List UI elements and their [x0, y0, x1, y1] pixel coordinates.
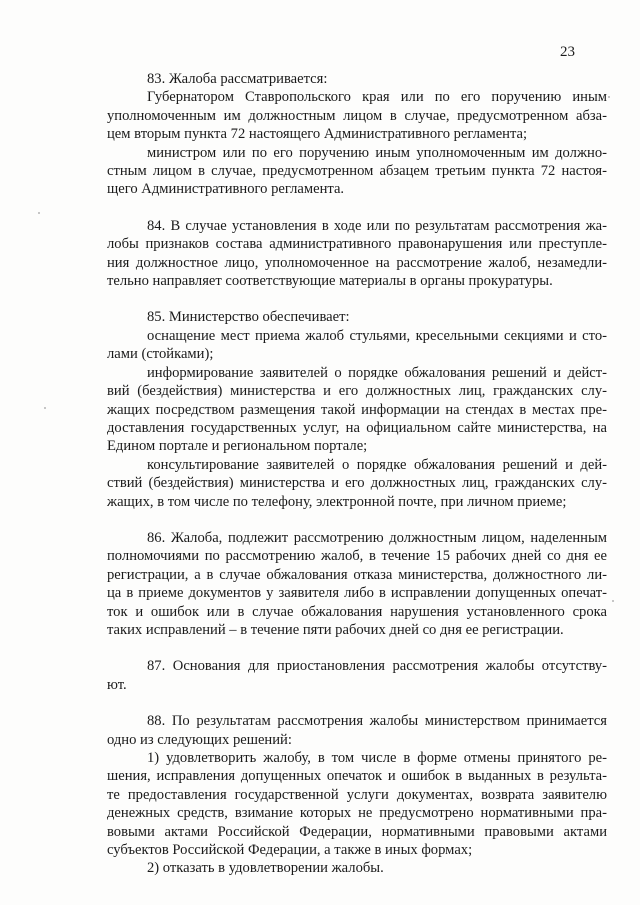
text-line: ток и ошибок или в случае обжалования нарушения установленного срока — [107, 603, 607, 620]
text-line: Едином портале и региональном портале; — [107, 438, 368, 455]
paragraph — [107, 88, 607, 143]
text-line: денежных средств, взимание которых не предусмотрено нормативными пра- — [107, 805, 607, 822]
text-line: одно из следующих решений: — [107, 731, 292, 748]
paragraph-gap — [107, 694, 607, 712]
text-line: 2) отказать в удовлетворении жалобы. — [147, 860, 384, 877]
text-line: тельно направляет соответствующие материалы в органы прокуратуры. — [107, 273, 553, 290]
paragraph — [107, 712, 607, 749]
scan-speck — [612, 600, 614, 602]
scan-speck — [608, 96, 610, 98]
text-line: 1) удовлетворить жалобу, в том числе в форме отмены принятого ре- — [147, 750, 607, 766]
scan-speck — [38, 212, 40, 214]
text-line: полномочиями по рассмотрению жалоб, в течение 15 рабочих дней со дня ее — [107, 548, 607, 565]
text-line: 84. В случае установления в ходе или по результатам рассмотрения жа- — [147, 217, 607, 234]
text-line: 88. По результатам рассмотрения жалобы министерством принимается — [147, 713, 607, 730]
text-line: ния должностное лицо, уполномоченное на рассмотрение жалоб, незамедли- — [107, 254, 607, 271]
text-line: уполномоченным им должностным лицом в случае, предусмотренном абза- — [107, 107, 607, 124]
paragraph — [107, 327, 607, 364]
text-line: консультирование заявителей о порядке обжалования решений и дей- — [147, 456, 607, 473]
text-line: 87. Основания для приостановления рассмотрения жалобы отсутству- — [147, 658, 607, 675]
paragraph — [107, 529, 607, 639]
paragraph — [107, 217, 607, 291]
text-line: 86. Жалоба, подлежит рассмотрению должностным лицом, наделенным — [147, 529, 607, 546]
paragraph-gap — [107, 199, 607, 217]
text-line: министром или по его поручению иным уполномоченным им должно- — [147, 144, 607, 161]
text-line: те предоставления государственной услуги документах, возврата заявителю — [107, 786, 607, 803]
scan-speck — [44, 407, 46, 409]
paragraph-gap — [107, 511, 607, 529]
text-line: жащих, в том числе по телефону, электронной почте, при личном приеме; — [107, 493, 567, 510]
paragraph — [107, 70, 607, 88]
text-line: 85. Министерство обеспечивает: — [147, 309, 350, 326]
text-line: шения, исправления допущенных опечаток и ошибок в выданных в результа- — [107, 768, 607, 785]
paragraph — [107, 364, 607, 456]
text-line: 83. Жалоба рассматривается: — [147, 71, 328, 87]
paragraph-gap — [107, 639, 607, 657]
paragraph — [107, 859, 607, 877]
text-line: вовыми актами Российской Федерации, нормативными правовыми актами — [107, 823, 607, 840]
document-body — [107, 70, 607, 878]
text-line: доставления государственных услуг, на официальном сайте министерства, на — [107, 419, 607, 436]
text-line: лами (стойками); — [107, 346, 214, 363]
text-line: ют. — [107, 676, 127, 693]
paragraph — [107, 749, 607, 859]
text-line: таких исправлений – в течение пяти рабочих дней со дня ее регистрации. — [107, 621, 564, 638]
paragraph — [107, 308, 607, 326]
text-line: жащих посредством размещения такой информации на стендах в местах пре- — [107, 401, 607, 418]
paragraph — [107, 144, 607, 199]
text-line: субъектов Российской Федерации, а также в иных формах; — [107, 842, 473, 859]
text-line: информирование заявителей о порядке обжалования решений и дейст- — [147, 364, 607, 381]
paragraph — [107, 657, 607, 694]
text-line: цем вторым пункта 72 настоящего Административного регламента; — [107, 126, 528, 143]
text-line: вий (бездействия) министерства и его должностных лиц, гражданских слу- — [107, 383, 607, 400]
text-line: щего Административного регламента. — [107, 181, 345, 198]
text-line: лобы признаков состава административного правонарушения или преступле- — [107, 236, 607, 253]
page-number: 23 — [560, 44, 575, 60]
text-line: стным лицом в случае, предусмотренном абзацем третьим пункта 72 настоя- — [107, 163, 607, 180]
paragraph-gap — [107, 290, 607, 308]
text-line: ца в приеме документов у заявителя либо в исправлении допущенных опечат- — [107, 585, 607, 602]
text-line: ствий (бездействия) министерства и его должностных лиц, гражданских слу- — [107, 475, 607, 492]
text-line: Губернатором Ставропольского края или по его поручению иным — [147, 89, 607, 106]
text-line: регистрации, а в случае обжалования отказа министерства, должностного ли- — [107, 566, 607, 583]
paragraph — [107, 456, 607, 511]
text-line: оснащение мест приема жалоб стульями, кресельными секциями и сто- — [147, 327, 607, 344]
